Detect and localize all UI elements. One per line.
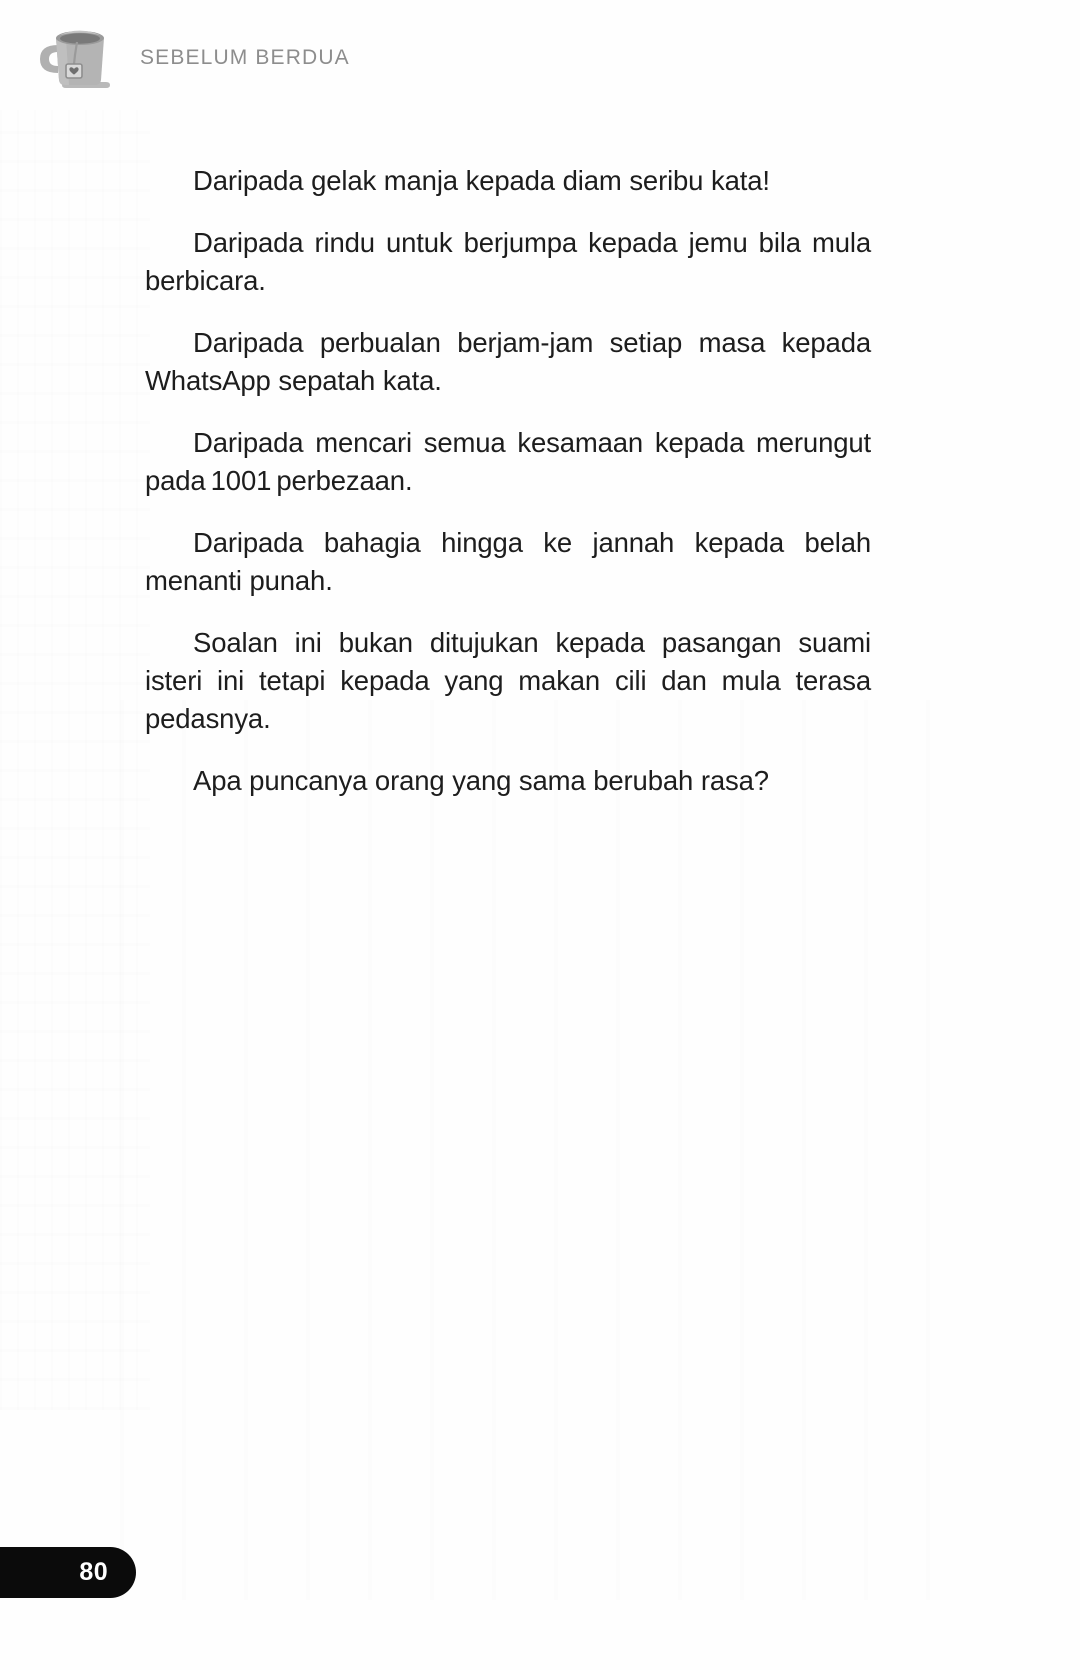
scan-texture-body	[120, 700, 940, 1600]
paragraph: Daripada gelak manja kepada diam seribu kata!	[193, 165, 770, 196]
page-number: 80	[79, 1558, 108, 1586]
paragraph: Daripada rindu untuk berjumpa kepada jemu bila mula berbicara.	[145, 227, 871, 296]
mug-with-teabag-icon	[36, 22, 118, 94]
running-header-title: SEBELUM BERDUA	[140, 46, 350, 69]
paragraph: Daripada perbualan berjam-jam setiap masa kepada WhatsApp sepatah kata.	[145, 327, 871, 396]
paragraph: Daripada bahagia hingga ke jannah kepada belah menanti punah.	[145, 527, 871, 596]
running-header	[36, 22, 350, 94]
paragraph: Apa puncanya orang yang sama berubah rasa?	[193, 765, 769, 796]
paragraph: Daripada mencari semua kesamaan kepada merungut pada 1001 perbezaan.	[145, 427, 871, 496]
scan-texture-left	[0, 110, 150, 1410]
paragraph: Soalan ini bukan ditujukan kepada pasangan suami isteri ini tetapi kepada yang makan cili dan mula terasa pedasnya.	[145, 627, 871, 734]
page-number-tab	[0, 1547, 136, 1598]
body-text-block	[145, 162, 871, 800]
